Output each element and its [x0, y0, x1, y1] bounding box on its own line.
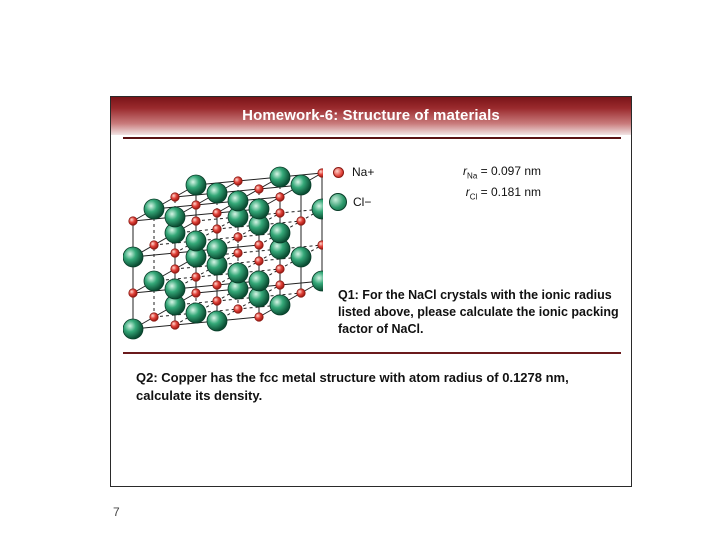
na-ion — [171, 321, 179, 329]
na-ion — [213, 225, 221, 233]
cl-ion — [123, 247, 143, 267]
na-ion — [213, 209, 221, 217]
slide — [110, 96, 632, 487]
cl-ion — [291, 247, 311, 267]
na-ion — [192, 289, 200, 297]
question-2: Q2: Copper has the fcc metal structure with atom radius of 0.1278 nm, calculate its density. — [136, 370, 569, 403]
cl-ion — [312, 199, 323, 219]
na-ion — [213, 297, 221, 305]
na-ion — [129, 217, 137, 225]
legend-cl-label: Cl− — [353, 195, 372, 209]
cl-ion — [207, 239, 227, 259]
na-ion — [276, 193, 284, 201]
cl-ion — [270, 223, 290, 243]
title-divider — [123, 137, 621, 139]
na-ion — [255, 185, 263, 193]
cl-ion — [270, 295, 290, 315]
radius-na: $r_{Na} = 0.097$ nm — [463, 164, 541, 181]
na-ion — [255, 313, 263, 321]
na-ion — [171, 265, 179, 273]
legend-na-label: Na+ — [352, 165, 375, 179]
na-ion — [276, 265, 284, 273]
question-divider — [123, 352, 621, 354]
question-1: Q1: For the NaCl crystals with the ionic radius listed above, please calculate the ionic packing factor of NaCl. — [338, 288, 619, 336]
cl-ion — [165, 207, 185, 227]
na-ion — [234, 177, 242, 185]
slide-header — [111, 97, 631, 135]
cl-ion — [228, 191, 248, 211]
na-ion — [297, 289, 305, 297]
cl-ion — [144, 199, 164, 219]
cl-ion — [144, 271, 164, 291]
na-ion — [150, 313, 158, 321]
na-ion — [171, 249, 179, 257]
na-ion — [276, 281, 284, 289]
na-ion — [150, 241, 158, 249]
cl-ion — [270, 167, 290, 187]
na-ion-icon — [333, 167, 344, 178]
na-ion — [318, 169, 323, 177]
na-ion — [297, 217, 305, 225]
na-ion — [234, 233, 242, 241]
legend-na — [333, 165, 374, 179]
na-ion — [213, 281, 221, 289]
na-ion — [318, 241, 323, 249]
lattice-ions — [123, 167, 323, 339]
page-number: 7 — [113, 505, 120, 519]
cl-ion — [186, 231, 206, 251]
na-ion — [255, 257, 263, 265]
slide-title: Homework-6: Structure of materials — [242, 107, 500, 124]
na-ion — [171, 193, 179, 201]
legend-cl — [329, 193, 371, 211]
cl-ion — [249, 199, 269, 219]
cl-ion-icon — [329, 193, 347, 211]
na-ion — [192, 201, 200, 209]
na-ion — [276, 209, 284, 217]
cl-ion — [312, 271, 323, 291]
cl-ion — [228, 263, 248, 283]
na-ion — [234, 305, 242, 313]
cl-ion — [207, 311, 227, 331]
na-ion — [192, 217, 200, 225]
na-ion — [129, 289, 137, 297]
nacl-crystal-diagram — [123, 159, 323, 344]
cl-ion — [186, 175, 206, 195]
cl-ion — [165, 279, 185, 299]
na-ion — [192, 273, 200, 281]
ionic-radii — [431, 163, 541, 206]
cl-ion — [291, 175, 311, 195]
cl-ion — [249, 271, 269, 291]
na-ion — [255, 241, 263, 249]
na-ion — [234, 249, 242, 257]
radius-cl: $r_{Cl} = 0.181$ nm — [465, 185, 541, 202]
cl-ion — [186, 303, 206, 323]
cl-ion — [207, 183, 227, 203]
cl-ion — [123, 319, 143, 339]
